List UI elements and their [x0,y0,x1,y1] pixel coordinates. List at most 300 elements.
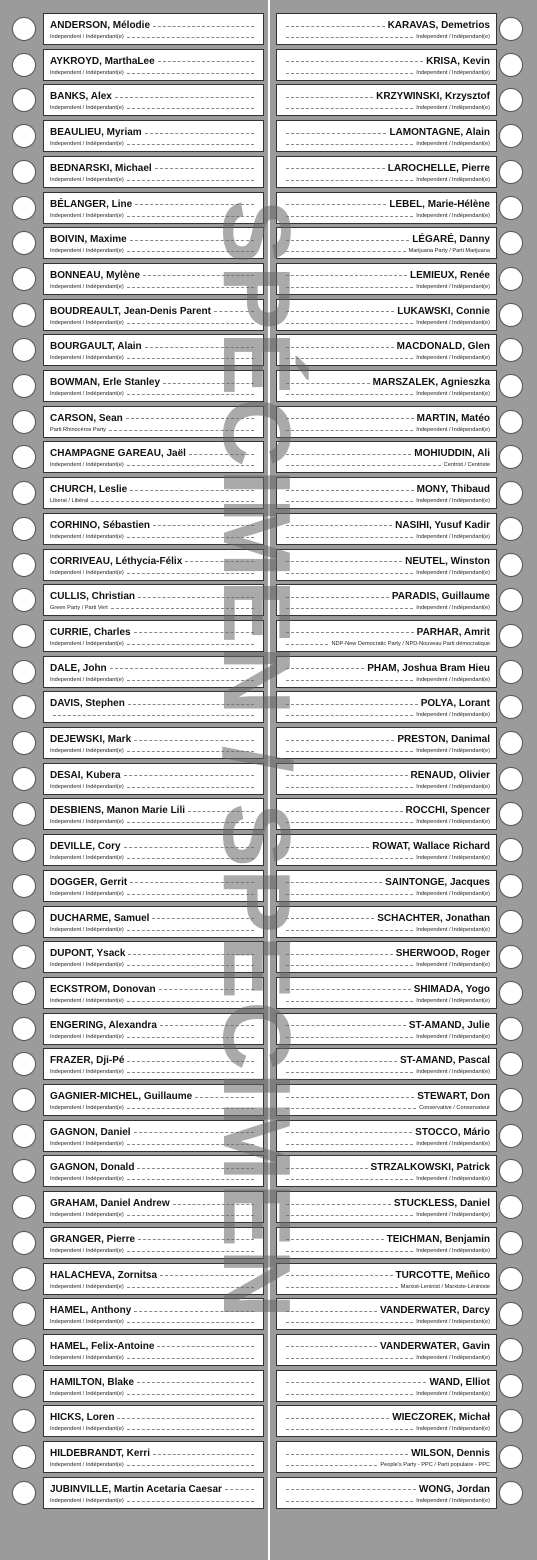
candidate-row [0,1155,537,1187]
leader-line [286,418,414,419]
leader-line [286,1465,377,1466]
candidate-name: LAROCHELLE, Pierre [387,162,490,174]
candidate-party: Independent / Indépendant(e) [416,1354,490,1361]
leader-line [286,133,386,134]
candidate-card [276,584,497,616]
candidate-name: CHAMPAGNE GAREAU, Jaël [50,448,186,460]
candidate-name: DALE, John [50,662,107,674]
candidate-card [276,906,497,938]
candidate-row [0,299,537,331]
candidate-name: CHURCH, Leslie [50,484,128,496]
vote-circle[interactable] [499,1052,523,1076]
candidate-party: Independent / Indépendant(e) [416,319,490,326]
candidate-card [276,1120,497,1152]
vote-circle[interactable] [499,910,523,934]
vote-circle[interactable] [499,1231,523,1255]
vote-circle[interactable] [499,874,523,898]
candidate-party: Independent / Indépendant(e) [416,676,490,683]
leader-line [286,704,418,705]
leader-line [286,537,413,538]
candidate-card [276,84,497,116]
vote-circle[interactable] [499,303,523,327]
candidate-party: Independent / Indépendant(e) [50,141,124,148]
candidate-party: Independent / Indépendant(e) [416,1319,490,1326]
candidate-party: Independent / Indépendant(e) [416,283,490,290]
vote-circle[interactable] [499,1195,523,1219]
leader-line [286,1275,393,1276]
candidate-name: GAGNON, Daniel [50,1126,131,1138]
candidate-card [276,334,497,366]
candidate-row [0,1370,537,1402]
candidate-row [0,1013,537,1045]
candidate-party: Independent / Indépendant(e) [50,819,124,826]
candidate-party: Marijuana Party / Parti Marijuana [408,248,490,255]
candidate-party: Independent / Indépendant(e) [50,1497,124,1504]
candidate-party: Parti Rhinocéros Party [50,426,106,433]
candidate-party: Independent / Indépendant(e) [50,69,124,76]
candidate-party: Independent / Indépendant(e) [416,141,490,148]
candidate-party: Independent / Indépendant(e) [50,1176,124,1183]
vote-circle[interactable] [499,695,523,719]
candidate-row [0,1405,537,1437]
leader-line [286,1394,413,1395]
candidate-row [0,834,537,866]
candidate-party: Independent / Indépendant(e) [50,1426,124,1433]
candidate-party: Independent / Indépendant(e) [50,1319,124,1326]
candidate-name: STOCCO, Mário [415,1126,490,1138]
candidate-card [276,656,497,688]
candidate-party: Independent / Indépendant(e) [416,1033,490,1040]
candidate-party: Independent / Indépendant(e) [416,1497,490,1504]
leader-line [286,180,413,181]
vote-circle[interactable] [499,1017,523,1041]
leader-line [286,740,394,741]
vote-circle[interactable] [499,374,523,398]
candidate-card [276,263,497,295]
vote-circle[interactable] [499,17,523,41]
vote-circle[interactable] [499,838,523,862]
leader-line [286,1037,413,1038]
vote-circle[interactable] [499,1302,523,1326]
candidate-name: BEAULIEU, Myriam [50,127,142,139]
candidate-party: Independent / Indépendant(e) [416,212,490,219]
vote-circle[interactable] [499,1267,523,1291]
candidate-party: NDP-New Democratic Party / NPD-Nouveau Parti démocratique [331,640,490,647]
vote-circle[interactable] [499,1409,523,1433]
leader-line [286,1346,377,1347]
leader-line [286,73,413,74]
candidate-name: DEVILLE, Cory [50,841,121,853]
vote-circle[interactable] [499,553,523,577]
candidate-row [0,1477,537,1509]
candidate-name: GRANGER, Pierre [50,1233,136,1245]
vote-circle[interactable] [499,231,523,255]
leader-line [286,858,413,859]
candidate-name: LEBEL, Marie-Hélène [389,198,490,210]
leader-line [286,573,413,574]
candidate-row [0,941,537,973]
leader-line [286,775,408,776]
candidate-party: Independent / Indépendant(e) [50,748,124,754]
candidate-name: BANKS, Alex [50,91,112,103]
candidate-party: Marxist-Leninist / Marxiste-Léniniste [400,1283,490,1290]
candidate-party: Independent / Indépendant(e) [416,498,490,505]
candidate-row [0,1298,537,1330]
candidate-party: Independent / Indépendant(e) [416,355,490,362]
candidate-row [0,120,537,152]
vote-circle[interactable] [499,124,523,148]
candidate-party: Independent / Indépendant(e) [50,890,124,897]
candidate-party: Green Party / Parti Vert [50,605,108,612]
candidate-row [0,49,537,81]
leader-line [286,287,413,288]
leader-line [286,216,413,217]
leader-line [286,1322,413,1323]
candidate-name: SHERWOOD, Roger [395,948,490,960]
vote-circle[interactable] [499,802,523,826]
candidate-card [276,192,497,224]
candidate-party: Conservative / Conservateur [419,1105,490,1111]
leader-line [286,394,413,395]
candidate-name: WONG, Jordan [418,1483,490,1495]
leader-line [286,715,413,716]
candidate-card [276,1334,497,1366]
candidate-row [0,192,537,224]
candidate-row [0,1048,537,1080]
candidate-party: Independent / Indépendant(e) [416,426,490,433]
leader-line [286,1239,384,1240]
candidate-card [276,1441,497,1473]
candidate-card [276,798,497,830]
vote-circle[interactable] [499,517,523,541]
candidate-card [276,727,497,759]
candidate-party: Independent / Indépendant(e) [50,1283,124,1290]
candidate-card [276,1263,497,1295]
candidate-row [0,1084,537,1116]
candidate-party: Independent / Indépendant(e) [50,1390,124,1397]
candidate-name: DOGGER, Gerrit [50,876,128,888]
vote-circle[interactable] [499,588,523,612]
candidate-name: PHAM, Joshua Bram Hieu [367,662,490,674]
candidate-row [0,1334,537,1366]
candidate-name: HILDEBRANDT, Kerri [50,1448,151,1459]
candidate-party: Independent / Indépendant(e) [50,34,124,40]
vote-circle[interactable] [499,410,523,434]
candidate-party: Independent / Indépendant(e) [50,212,124,219]
candidate-card [276,691,497,723]
specimen-watermark: SPÉCIMEN / SPECIMEN [203,199,310,1321]
candidate-card [276,977,497,1009]
leader-line [286,1025,406,1026]
leader-line [286,894,413,895]
leader-line [286,1287,398,1288]
candidate-party: Independent / Indépendant(e) [416,105,490,112]
candidate-name: WIECZOREK, Michał [392,1412,490,1424]
candidate-row [0,763,537,795]
candidate-row [0,727,537,759]
vote-circle[interactable] [499,624,523,648]
candidate-name: HALACHEVA, Zornitsa [50,1269,158,1281]
leader-line [286,632,414,633]
leader-line [286,1418,389,1419]
vote-circle[interactable] [499,731,523,755]
candidate-party: Independent / Indépendant(e) [50,1354,124,1361]
candidate-card [276,1048,497,1080]
candidate-card [276,1013,497,1045]
candidate-party: Independent / Indépendant(e) [50,783,124,790]
leader-line [286,358,413,359]
leader-line [286,323,413,324]
candidate-party: Independent / Indépendant(e) [50,462,124,469]
candidate-party: Centrist / Centriste [443,462,490,469]
candidate-row [0,584,537,616]
vote-circle[interactable] [499,445,523,469]
vote-circle[interactable] [499,160,523,184]
candidate-party: Independent / Indépendant(e) [416,855,490,862]
candidate-card [276,1405,497,1437]
candidate-name: ANDERSON, Mélodie [50,20,151,31]
candidate-name: GRAHAM, Daniel Andrew [50,1198,170,1210]
candidate-row [0,870,537,902]
candidate-row [0,406,537,438]
candidate-party: Independent / Indépendant(e) [50,533,124,540]
candidate-name: CARSON, Sean [50,412,123,424]
candidate-row [0,798,537,830]
candidate-name: LEMIEUX, Renée [409,269,490,281]
leader-line [286,1097,414,1098]
candidate-name: STEWART, Don [417,1091,490,1102]
candidate-name: DAVIS, Stephen [50,698,125,710]
candidate-name: RENAUD, Olivier [410,769,490,781]
candidate-party: Independent / Indépendant(e) [416,1212,490,1219]
candidate-name: DUPONT, Ysack [50,948,126,960]
vote-circle[interactable] [499,660,523,684]
candidate-name: TEICHMAN, Benjamin [386,1233,490,1245]
candidate-party: Independent / Indépendant(e) [50,1105,124,1111]
candidate-card [276,620,497,652]
leader-line [286,501,413,502]
leader-line [286,1429,413,1430]
leader-line [286,37,413,38]
candidate-name: SAINTONGE, Jacques [385,876,490,888]
vote-circle[interactable] [499,1374,523,1398]
leader-line [286,1108,416,1109]
candidate-row [0,513,537,545]
leader-line [286,751,413,752]
candidate-party: Independent / Indépendant(e) [416,391,490,397]
leader-line [286,1179,413,1180]
candidate-row [0,227,537,259]
candidate-card [276,834,497,866]
candidate-party: Independent / Indépendant(e) [416,890,490,897]
vote-circle[interactable] [499,981,523,1005]
candidate-card [276,120,497,152]
vote-circle[interactable] [499,196,523,220]
candidate-party: Independent / Indépendant(e) [50,855,124,862]
candidate-party: Independent / Indépendant(e) [50,569,124,576]
leader-line [286,822,413,823]
candidate-row [0,549,537,581]
vote-circle[interactable] [499,481,523,505]
leader-line [286,811,403,812]
vote-circle[interactable] [499,1481,523,1505]
candidate-card [276,49,497,81]
candidate-party: Independent / Indépendant(e) [50,1462,124,1468]
candidate-party: Independent / Indépendant(e) [50,676,124,683]
leader-line [286,965,413,966]
vote-circle[interactable] [499,1445,523,1469]
vote-circle[interactable] [499,1338,523,1362]
candidate-party: Independent / Indépendant(e) [416,962,490,969]
candidate-row [0,370,537,402]
leader-line [286,1144,413,1145]
candidate-name: MOHIUDDIN, Ali [414,448,490,460]
leader-line [286,1072,413,1073]
candidate-name: HAMEL, Anthony [50,1305,132,1317]
candidate-name: HAMEL, Felix-Antoine [50,1340,155,1352]
candidate-party: Independent / Indépendant(e) [50,640,124,647]
candidate-name: KRZYWINSKI, Krzysztof [376,91,490,103]
vote-circle[interactable] [499,267,523,291]
leader-line [286,97,373,98]
candidate-card [276,441,497,473]
candidate-row [0,156,537,188]
leader-line [286,918,374,919]
candidate-name: WAND, Elliot [429,1376,490,1388]
leader-line [286,989,411,990]
candidate-card [276,513,497,545]
vote-circle[interactable] [499,945,523,969]
candidate-party: Independent / Indépendant(e) [50,962,124,969]
leader-line [286,882,382,883]
candidate-name: VANDERWATER, Darcy [379,1305,490,1317]
candidate-card [276,299,497,331]
leader-line [286,240,409,241]
candidate-name: BOUDREAULT, Jean-Denis Parent [50,305,211,317]
leader-line [286,490,414,491]
candidate-card [276,227,497,259]
candidate-name: MONY, Thibaud [416,484,490,496]
candidate-party: Independent / Indépendant(e) [50,997,124,1004]
candidate-name: JUBINVILLE, Martin Acetaria Caesar [50,1483,222,1495]
vote-circle[interactable] [499,88,523,112]
candidate-party: Independent / Indépendant(e) [50,283,124,290]
candidate-party: Independent / Indépendant(e) [50,355,124,362]
candidate-party: Independent / Indépendant(e) [416,926,490,933]
leader-line [286,347,394,348]
candidate-name: CULLIS, Christian [50,591,136,603]
vote-circle[interactable] [499,1124,523,1148]
candidate-party: Independent / Indépendant(e) [416,1247,490,1254]
leader-line [286,680,413,681]
leader-line [286,251,406,252]
candidate-name: ROWAT, Wallace Richard [372,841,490,853]
leader-line [286,1215,413,1216]
candidate-card [276,1155,497,1187]
candidate-name: SCHACHTER, Jonathan [377,912,490,924]
candidate-party: Independent / Indépendant(e) [416,34,490,40]
leader-line [286,787,413,788]
leader-line [286,1501,413,1502]
candidate-party: Independent / Indépendant(e) [50,1069,124,1076]
candidate-party: Independent / Indépendant(e) [416,1069,490,1076]
candidate-row [0,1441,537,1473]
candidate-card [276,549,497,581]
leader-line [286,644,328,645]
candidate-row [0,977,537,1009]
candidate-party: Independent / Indépendant(e) [50,1033,124,1040]
candidate-party: People's Party - PPC / Parti populaire - PPC [380,1462,490,1468]
candidate-name: PARHAR, Amrit [416,626,490,638]
leader-line [286,608,413,609]
candidate-row [0,1191,537,1223]
candidate-party: Independent / Indépendant(e) [416,1426,490,1433]
candidate-name: HICKS, Loren [50,1412,115,1424]
candidate-party: Independent / Indépendant(e) [416,605,490,612]
candidate-row [0,84,537,116]
leader-line [286,1489,416,1490]
vote-circle[interactable] [499,1159,523,1183]
candidate-name: WILSON, Dennis [411,1448,490,1459]
candidate-card [276,406,497,438]
candidate-name: MACDONALD, Glen [396,341,490,353]
candidate-row [0,691,537,723]
candidate-name: LAMONTAGNE, Alain [389,127,490,139]
leader-line [286,1132,412,1133]
candidate-name: ST-AMAND, Pascal [399,1055,490,1067]
leader-line [286,454,411,455]
leader-line [286,1358,413,1359]
candidate-party: Independent / Indépendant(e) [416,176,490,183]
candidate-party: Independent / Indépendant(e) [50,248,124,255]
candidate-name: POLYA, Lorant [420,698,490,710]
candidate-party: Independent / Indépendant(e) [50,176,124,183]
candidate-name: STRZALKOWSKI, Patrick [370,1162,490,1174]
candidate-name: DESAI, Kubera [50,769,121,781]
leader-line [286,1454,408,1455]
candidate-name: HAMILTON, Blake [50,1376,135,1388]
leader-line [286,26,385,27]
leader-line [286,1311,377,1312]
vote-circle[interactable] [499,1088,523,1112]
candidate-party: Independent / Indépendant(e) [416,533,490,540]
candidate-row [0,263,537,295]
candidate-name: ROCCHI, Spencer [405,805,490,817]
vote-circle[interactable] [499,53,523,77]
leader-line [286,275,407,276]
candidate-row [0,1120,537,1152]
candidate-name: DEJEWSKI, Mark [50,734,132,745]
candidate-name: SHIMADA, Yogo [413,983,490,995]
vote-circle[interactable] [499,338,523,362]
candidate-name: BEDNARSKI, Michael [50,162,152,174]
candidate-name: KRISA, Kevin [426,55,490,67]
candidate-name: PRESTON, Danimal [397,734,490,745]
candidate-name: ECKSTROM, Donovan [50,983,156,995]
candidate-party: Independent / Indépendant(e) [416,1176,490,1183]
candidate-party: Independent / Indépendant(e) [50,1140,124,1147]
vote-circle[interactable] [499,767,523,791]
candidate-name: NEUTEL, Winston [405,555,490,567]
candidate-name: BOURGAULT, Alain [50,341,142,353]
candidate-party: Independent / Indépendant(e) [50,1247,124,1254]
leader-line [286,383,370,384]
candidate-row [0,906,537,938]
candidate-party: Independent / Indépendant(e) [50,319,124,326]
candidate-name: ENGERING, Alexandra [50,1019,157,1031]
candidate-party: Independent / Indépendant(e) [416,712,490,719]
candidate-party: Independent / Indépendant(e) [50,1212,124,1219]
